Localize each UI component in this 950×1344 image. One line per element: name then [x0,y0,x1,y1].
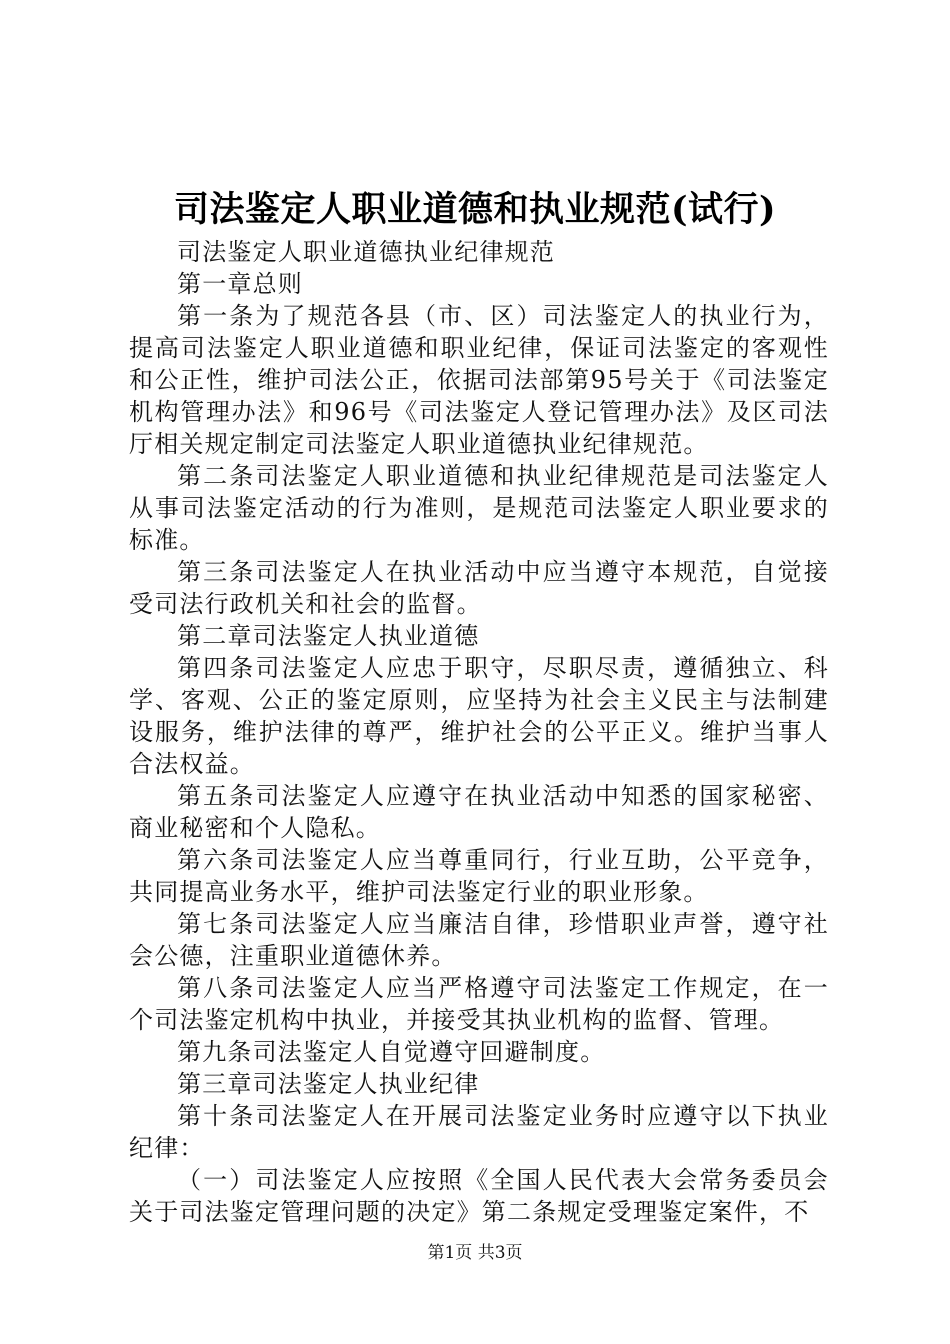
article-1: 第一条为了规范各县（市、区）司法鉴定人的执业行为，提高司法鉴定人职业道德和职业纪律，保证司法鉴定的客观性和公正性，维护司法公正，依据司法部第95号关于《司法鉴定机构管理办法》和96号《司法鉴定人登记管理办法》及区司法厅相关规定制定司法鉴定人职业道德执业纪律规范。 [129,302,829,458]
article-5: 第五条司法鉴定人应遵守在执业活动中知悉的国家秘密、商业秘密和个人隐私。 [129,782,829,842]
document-body [129,236,829,1228]
article-8: 第八条司法鉴定人应当严格遵守司法鉴定工作规定，在一个司法鉴定机构中执业，并接受其执业机构的监督、管理。 [129,974,829,1034]
chapter-heading-1: 第一章总则 [177,270,303,298]
chapter-heading-2: 第二章司法鉴定人执业道德 [177,622,480,650]
chapter-heading-3: 第三章司法鉴定人执业纪律 [177,1070,480,1098]
article-10-item-1: （一）司法鉴定人应按照《全国人民代表大会常务委员会关于司法鉴定管理问题的决定》第二条规定受理鉴定案件，不 [129,1166,829,1226]
article-10: 第十条司法鉴定人在开展司法鉴定业务时应遵守以下执业纪律： [129,1102,829,1162]
article-3: 第三条司法鉴定人在执业活动中应当遵守本规范，自觉接受司法行政机关和社会的监督。 [129,558,829,618]
document-title: 司法鉴定人职业道德和执业规范(试行) [173,189,777,230]
article-7: 第七条司法鉴定人应当廉洁自律，珍惜职业声誉，遵守社会公德，注重职业道德休养。 [129,910,829,970]
article-6: 第六条司法鉴定人应当尊重同行，行业互助，公平竞争，共同提高业务水平，维护司法鉴定行业的职业形象。 [129,846,829,906]
page-footer: 第1页 共3页 [427,1243,523,1263]
article-4: 第四条司法鉴定人应忠于职守，尽职尽责，遵循独立、科学、客观、公正的鉴定原则，应坚持为社会主义民主与法制建设服务，维护法律的尊严，维护社会的公平正义。维护当事人合法权益。 [129,654,829,778]
article-2: 第二条司法鉴定人职业道德和执业纪律规范是司法鉴定人从事司法鉴定活动的行为准则，是规范司法鉴定人职业要求的标准。 [129,462,829,554]
article-9: 第九条司法鉴定人自觉遵守回避制度。 [177,1038,606,1066]
paragraph-subtitle: 司法鉴定人职业道德执业纪律规范 [177,238,555,266]
